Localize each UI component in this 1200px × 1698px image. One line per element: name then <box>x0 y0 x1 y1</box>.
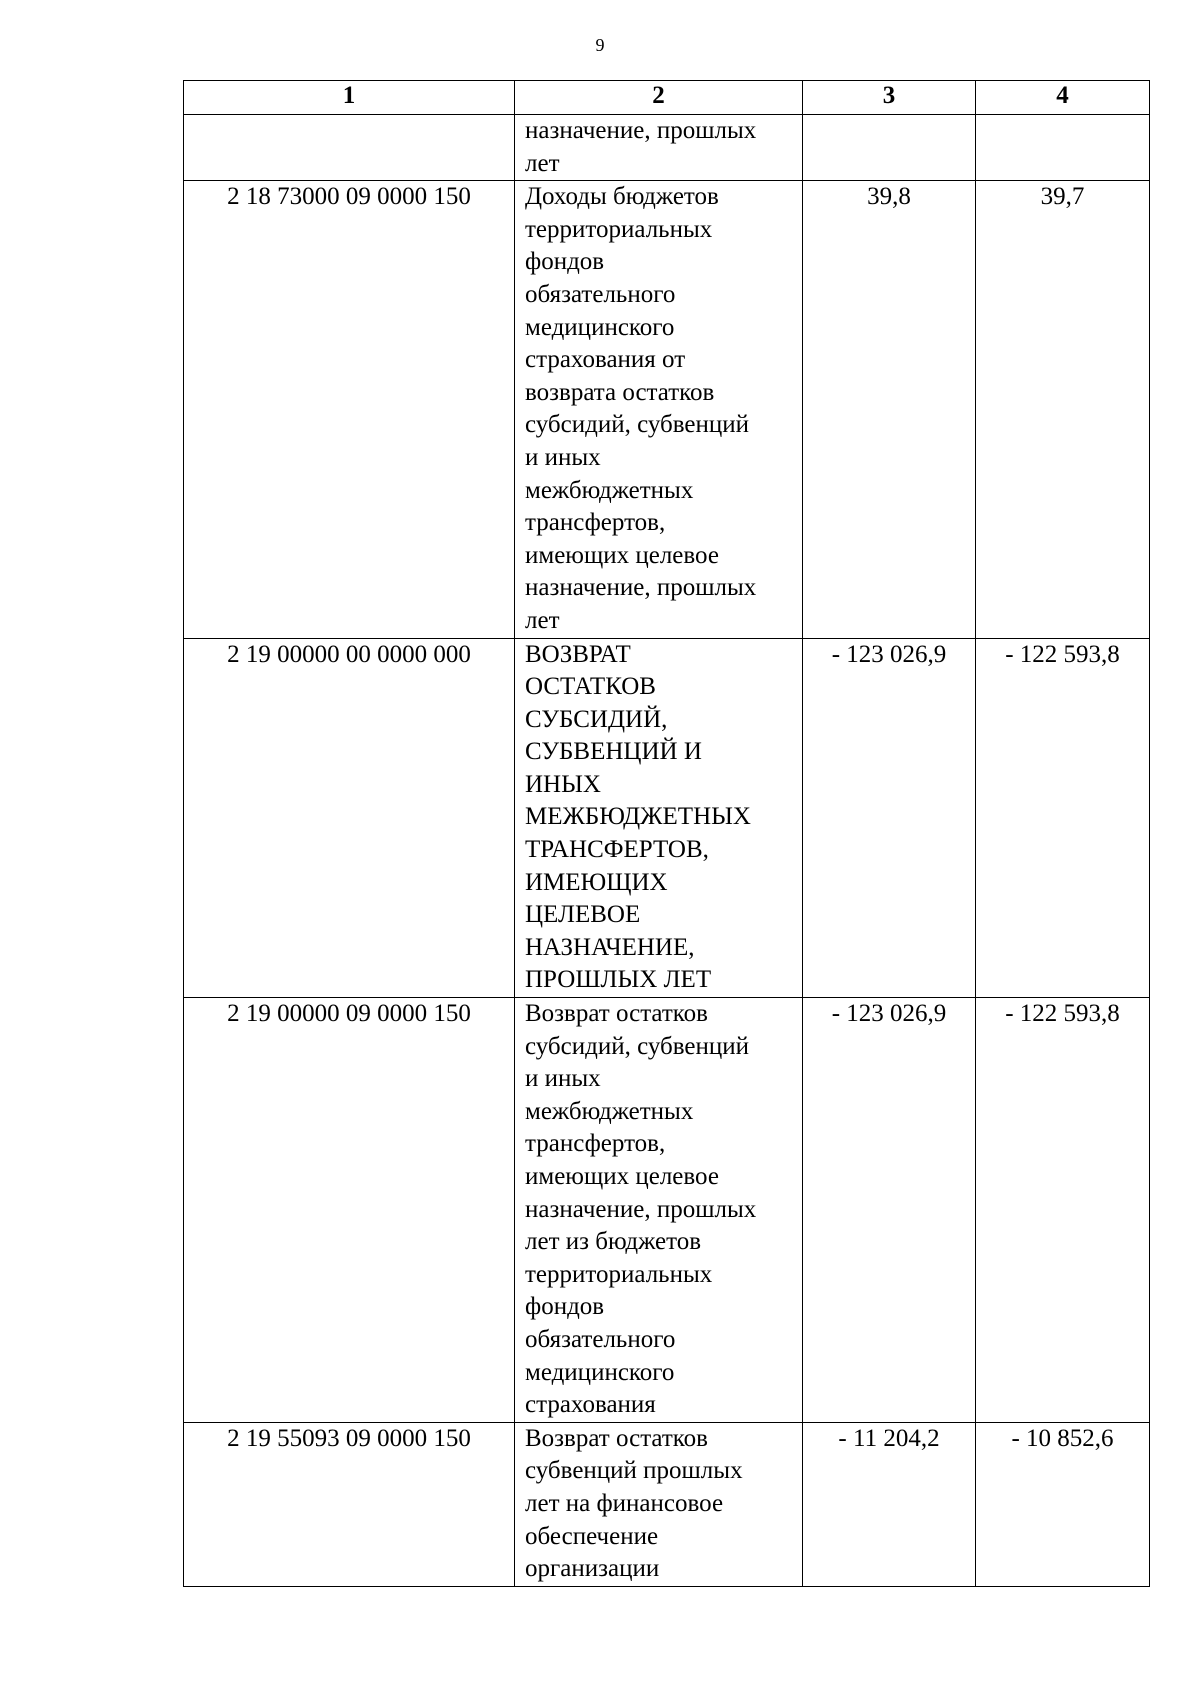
income-name-line: МЕЖБЮДЖЕТНЫХ <box>525 803 751 831</box>
amount-col4-cell: 39,7 <box>976 181 1150 638</box>
income-name-line: лет на финансовое <box>525 1489 724 1517</box>
income-name-line: лет <box>525 149 560 177</box>
income-name-line: медицинского <box>525 1358 675 1386</box>
table-row <box>184 181 1150 638</box>
income-name-line: ВОЗВРАТ <box>525 640 631 668</box>
income-name-line: территориальных <box>525 1260 713 1288</box>
budget-table <box>183 80 1150 1587</box>
table-row <box>184 998 1150 1423</box>
budget-code-cell <box>184 115 515 181</box>
budget-code-cell: 2 19 00000 00 0000 000 <box>184 638 515 998</box>
income-name-line: межбюджетных <box>525 476 694 504</box>
column-header-1: 1 <box>184 81 515 115</box>
income-name-line: Возврат остатков <box>525 1000 708 1028</box>
income-name-line: назначение, прошлых <box>525 117 757 144</box>
budget-code-cell: 2 19 00000 09 0000 150 <box>184 998 515 1423</box>
income-name-line: имеющих целевое <box>525 541 719 569</box>
income-name-line: обеспечение <box>525 1522 659 1550</box>
income-name-line: назначение, прошлых <box>525 1195 757 1223</box>
income-name-line: ИНЫХ <box>525 770 601 798</box>
income-name-line: и иных <box>525 443 601 471</box>
income-name-line: НАЗНАЧЕНИЕ, <box>525 933 695 961</box>
income-name-cell <box>515 115 803 181</box>
income-name-line: страхования <box>525 1391 656 1419</box>
income-name-line: и иных <box>525 1065 601 1093</box>
income-name-line: медицинского <box>525 313 675 341</box>
income-name-line: ТРАНСФЕРТОВ, <box>525 836 709 864</box>
income-name-line: имеющих целевое <box>525 1163 719 1190</box>
budget-code-cell: 2 18 73000 09 0000 150 <box>184 181 515 638</box>
income-name-line: фондов <box>525 1293 605 1321</box>
income-name-line: обязательного <box>525 1325 676 1353</box>
income-name-line: лет из бюджетов <box>525 1228 702 1256</box>
table-row <box>184 638 1150 998</box>
income-name-cell <box>515 181 803 638</box>
income-name-line: субсидий, субвенций <box>525 411 750 439</box>
income-name-line: организации <box>525 1555 660 1583</box>
income-name-line: страхования от <box>525 346 686 374</box>
column-header-2: 2 <box>515 81 803 115</box>
table-row <box>184 1422 1150 1586</box>
amount-col3-cell: - 11 204,2 <box>803 1422 976 1586</box>
income-name-line: субвенций прошлых <box>525 1457 743 1485</box>
income-name-line: субсидий, субвенций <box>525 1032 750 1060</box>
amount-col4-cell <box>976 115 1150 181</box>
column-header-4: 4 <box>976 81 1150 115</box>
income-name-line: межбюджетных <box>525 1097 694 1125</box>
income-name-line: трансфертов, <box>525 1130 666 1158</box>
amount-col3-cell: 39,8 <box>803 181 976 638</box>
amount-col3-cell <box>803 115 976 181</box>
income-name-line: ИМЕЮЩИХ <box>525 868 668 896</box>
table-body <box>184 115 1150 1587</box>
column-header-3: 3 <box>803 81 976 115</box>
page-number: 9 <box>595 35 605 55</box>
income-name-cell <box>515 998 803 1423</box>
header-row <box>184 81 1150 115</box>
amount-col4-cell: - 122 593,8 <box>976 998 1150 1423</box>
income-name-line: Возврат остатков <box>525 1424 708 1452</box>
table-row <box>184 115 1150 181</box>
income-name-line: СУБВЕНЦИЙ И <box>525 738 702 766</box>
income-name-line: лет <box>525 606 560 634</box>
income-name-line: ПРОШЛЫХ ЛЕТ <box>525 966 712 994</box>
income-name-line: территориальных <box>525 215 713 243</box>
income-name-line: трансфертов, <box>525 509 666 537</box>
income-name-line: обязательного <box>525 280 676 308</box>
amount-col3-cell: - 123 026,9 <box>803 638 976 998</box>
income-name-line: назначение, прошлых <box>525 574 757 602</box>
income-name-line: ОСТАТКОВ <box>525 673 656 701</box>
income-name-line: возврата остатков <box>525 378 715 406</box>
amount-col4-cell: - 10 852,6 <box>976 1422 1150 1586</box>
income-name-line: СУБСИДИЙ, <box>525 705 668 733</box>
amount-col3-cell: - 123 026,9 <box>803 998 976 1423</box>
income-name-cell <box>515 1422 803 1586</box>
amount-col4-cell: - 122 593,8 <box>976 638 1150 998</box>
income-name-line: ЦЕЛЕВОЕ <box>525 901 641 929</box>
income-name-line: Доходы бюджетов <box>525 183 719 211</box>
income-name-line: фондов <box>525 248 605 276</box>
budget-code-cell: 2 19 55093 09 0000 150 <box>184 1422 515 1586</box>
income-name-cell <box>515 638 803 998</box>
